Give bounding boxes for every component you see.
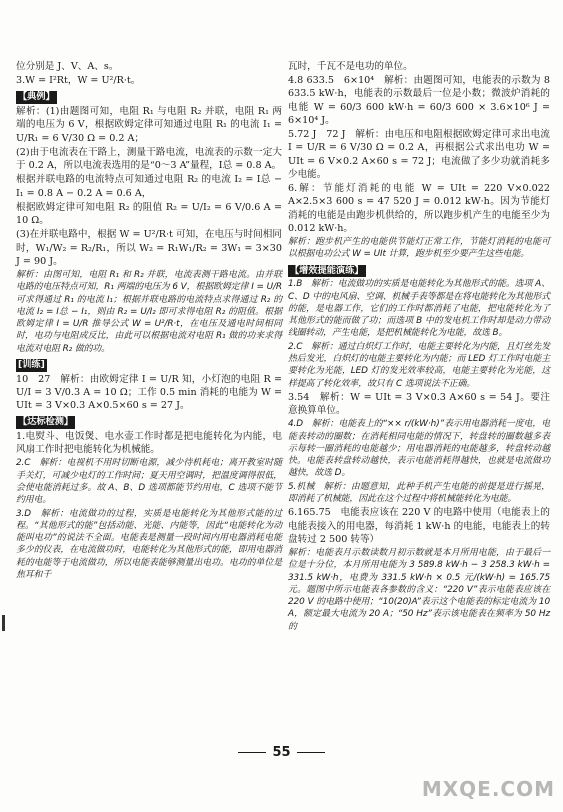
example-part-1: 解析：(1)由题图可知，电阻 R₁ 与电阻 R₂ 并联，电阻 R₁ 两端的电压为 6 V，根据欧姆定律可知通过电阻 R₁ 的电流 I₁ = U/R₁ = 6 V/30 Ω = 0.2 A； [16, 106, 282, 144]
improve-q6-analysis: 解析：电能表月示数读数月初示数就是本月所用电能，由于最后一位是十分位，本月所用电能为 3 589.8 kW·h − 3 258.3 kW·h = 331.5 kW·h，电费为 331.5 kW·h × 0.5 元/(kW·h) = 165.75 元。题图中所示电能表各参数的含义：“220 V”表示电能表应该在 220 V 的电路中使用；“10(20)A”表示这个电能表的标定电流为 10 A，额定最大电流为 20 A；“50 Hz”表示该电能表在频率为 50 Hz 的 [288, 547, 550, 632]
improve-q5: 5.机械 解析：由题意知，此种手机产生电能的前提是进行摇晃，即消耗了机械能，因此在这个过程中将机械能转化为电能。 [288, 481, 550, 504]
r-line-0: 瓦时，千瓦不是电功的单位。 [288, 61, 413, 72]
check-q1: 1.电熨斗、电饭煲、电水壶工作时都是把电能转化为内能，电风扇工作时把电能转化为机械能。 [16, 431, 282, 456]
check-q2: 2.C 解析：电视机不用时切断电源，减少待机耗电；离开教室时随手关灯，可减少电灯的工作时间；夏天用空调时，把温度调得很低，会使电能消耗过多。故 A、B、D 选项都能节约用电，C 选项不能节约用电。 [16, 458, 282, 506]
improve-q1: 1.B 解析：电流做功的实质是电能转化为其他形式的能。选项 A、C、D 中的电风扇、空调、机械手表等都是在将电能转化为其他形式的能，是电器工作，它们的工作时都消耗了电能，把电能转化为了其他形式的能而做了功；而选项 B 中的发电机工作时却是动力带动线圈转动，产生电能，是把机械能转化为电能，故选 B。 [288, 279, 550, 339]
check-q6: 6.解：节能灯消耗的电能 W = UIt = 220 V×0.022 A×2.5×3 600 s = 47 520 J = 0.012 kW·h。因为节能灯消耗的电能是由跑步机供给的，所以跑步机产生的电能至少为 0.012 kW·h。 [288, 183, 550, 234]
section-heading-improve: 【增效提能演练】 [290, 264, 364, 276]
check-q4: 4.8 633.5 6×10⁴ 解析：由题图可知，电能表的示数为 8 633.5 kW·h，电能表的示数最后一位是小数；微波炉消耗的电能 W = 60/3 600 kW·h = 60/3 600 × 3.6×10⁶ J = 6×10⁴ J。 [288, 75, 550, 126]
check-q6-analysis: 解析：跑步机产生的电能供节能灯正常工作，节能灯消耗的电能可以根据电功公式 W = UIt 计算，跑步机至少要产生这些电能。 [288, 237, 550, 260]
right-column [288, 60, 550, 634]
footer-dash-right [297, 752, 325, 753]
training-answer: 10 27 解析：由欧姆定律 I = U/R 知，小灯泡的电阻 R = U/I = 3 V/0.3 A = 10 Ω；工作 0.5 min 消耗的电能为 W = UIt = 3 V×0.3 A×0.5×60 s = 27 J。 [16, 373, 282, 412]
check-q3: 3.D 解析：电流做功的过程，实质是电能转化为其他形式能的过程。“其他形式的能”包括动能、光能、内能等，因此“电能转化为动能叫电功”的说法不全面。电能表是测量一段时间内用电器消耗电能多少的仪表，在电流做功时，电能转化为其他形式的能，即用电器消耗的电能等于电流做功，所以电能表能够测量出电功。电功的单位是焦耳和千 [16, 508, 282, 581]
formula-line: 3.W = I²Rt，W = U²/R·t。 [16, 75, 141, 87]
example-part-2: (2)由于电流表在干路上，测量干路电流，电流表的示数一定大于 0.2 A，所以电流表选用的是“0～3 A”量程，I总 = 0.8 A。 [16, 146, 282, 172]
line-units: 位分别是 J、V、A、s。 [16, 61, 119, 72]
section-heading-training: [训练] [18, 358, 45, 370]
page-footer [0, 744, 563, 762]
check-q5: 5.72 J 72 J 解析：由电压和电阻根据欧姆定律可求出电流 I = U/R = 6 V/30 Ω = 0.2 A，再根据公式求出电功 W = UIt = 6 V×0.2 A×60 s = 72 J；电流做了多少功就消耗多少电能。 [288, 129, 550, 180]
example-part-3: (3)在并联电路中，根据 W = U²/R·t 可知，在电压与时间相同时，W₁/W₂ = R₂/R₁，所以 W₂ = R₁W₁/R₂ = 3W₁ = 3×30 J = 90 J。 [16, 229, 282, 267]
page-number: 55 [272, 745, 291, 761]
margin-mark [2, 615, 5, 631]
improve-q3: 3.54 解析：W = UIt = 3 V×0.3 A×60 s = 54 J。要注意换算单位。 [288, 391, 550, 417]
example-r2-current: 根据并联电路的电流特点可知通过电阻 R₂ 的电流 I₂ = I总 − I₁ = 0.8 A − 0.2 A = 0.6 A， [16, 174, 282, 199]
improve-q2: 2.C 解析：通过白炽灯工作时，电能主要转化为内能，且灯丝先发热后发光，白炽灯的电能主要转化为内能；而 LED 灯工作时电能主要转化为光能，LED 灯的发光效率较高，电能主要转化为光能，这样提高了转化效率，故只有 C 选项说法不正确。 [288, 341, 550, 389]
footer-dash-left [238, 752, 266, 753]
example-analysis: 解析：由图可知，电阻 R₁ 和 R₂ 并联，电流表测干路电流。由并联电路的电压特点可知，R₁ 两端的电压为 6 V，根据欧姆定律 I = U/R 可求得通过 R₁ 的电流 I₁；根据并联电路的电流特点求得通过 R₂ 的电流 I₂ = I总 − I₁，则由 R₂ = U/I₂ 即可求得电阻 R₂ 的阻值。根据欧姆定律 I = U/R 推导公式 W = U²/R·t，在电压及通电时间相同时，电功与电阻成反比，由此可以根据电流对电阻 R₁ 做的功来求得电流对电阻 R₂ 做的功。 [16, 269, 282, 354]
example-r2-resistance: 根据欧姆定律可知电阻 R₂ 的阻值 R₂ = U/I₂ = 6 V/0.6 A = 10 Ω。 [16, 201, 282, 227]
left-column [16, 60, 282, 582]
section-heading-example: 【典例】 [18, 91, 55, 103]
watermark-logo: MXQE.COM [421, 777, 555, 802]
improve-q6: 6.165.75 电能表应该在 220 V 的电路中使用（电能表上的电能表接入的用电器，每消耗 1 kW·h 的电能，电能表上的转盘转过 2 500 转等） [288, 507, 550, 545]
section-heading-check: 【达标检测】 [18, 416, 74, 428]
improve-q4: 4.D 解析：电能表上的“×× r/(kW·h)”表示用电器消耗一度电，电能表转动的圈数；在消耗相同电能的情况下，转盘转的圈数越多表示每转一圈消耗的电能越少；用电器消耗的电能越多，转盘转动越快。电能表转盘转动越快，表示电能消耗得越快，也就是电流做功越快，故选 D。 [288, 419, 550, 479]
